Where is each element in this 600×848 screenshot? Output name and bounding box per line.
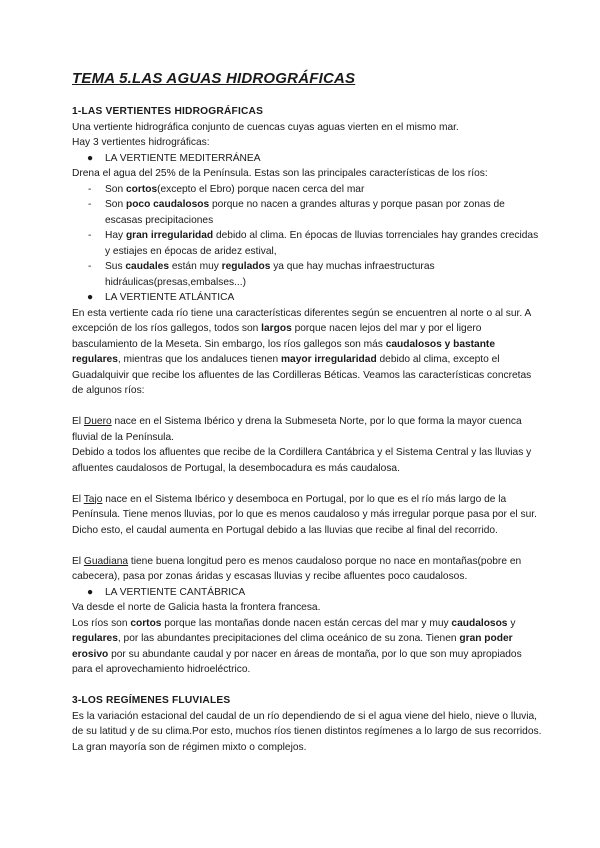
paragraph-cantabrica-1: Va desde el norte de Galicia hasta la frontera francesa. (72, 602, 321, 613)
paragraph-mediterranea-intro: Drena el agua del 25% de la Península. Estas son las principales características de los ríos: (72, 168, 488, 179)
paragraph-regimenes-1: Es la variación estacional del caudal de un río dependiendo de si el agua viene del hielo, nieve o lluvia, de su latitud y de su clima.Por esto, muchos ríos tienen distintos regímenes a lo largo de sus recorridos. (72, 710, 542, 737)
river-guadiana: Guadiana (83, 555, 129, 567)
page-title: TEMA 5.LAS AGUAS HIDROGRÁFICAS (72, 70, 356, 87)
section-heading-regimenes: 3-LOS REGÍMENES FLUVIALES (72, 695, 231, 706)
river-duero: Duero (83, 416, 112, 427)
paragraph-duero-2: Debido a todos los afluentes que recibe de la Cordillera Cantábrica y el Sistema Central y las lluvias y afluentes caudalosos de Portugal, la desembocadura es más caudalosa. (72, 447, 532, 474)
document-body (72, 104, 542, 755)
paragraph-duero: El Duero nace en el Sistema Ibérico y drena la Submeseta Norte, por lo que forma la mayor cuenca fluvial de la Península. (72, 416, 522, 443)
paragraph-tajo: El Tajo nace en el Sistema Ibérico y desemboca en Portugal, por lo que es el río más largo de la Península. Tiene menos lluvias, por lo que es menos caudaloso y más irregular porque pasa por el sur. Dicho esto, el caudal aumenta en Portugal debido a las lluvias que recibe al final del recorrido. (72, 493, 537, 536)
dash-icon: - (88, 230, 92, 241)
list-item: - Son poco caudalosos porque no nacen a grandes alturas y porque pasan por zonas de escasas precipitaciones (88, 199, 505, 226)
bullet-dot-icon: ● (87, 292, 94, 303)
paragraph-atlantica: En esta vertiente cada río tiene una características diferentes según se encuentren al norte o al sur. A excepción de los ríos gallegos, todos son largos porque nacen lejos del mar y por el ligero basculamiento de la Meseta. Sin embargo, los ríos gallegos son más caudalosos y bastante regulares, mientras que los andaluces tienen mayor irregularidad debido al clima, excepto el Guadalquivir que recibe los afluentes de las Cordilleras Béticas. Veamos las características concretas de algunos ríos: (72, 307, 532, 396)
bullet-atlantica: ● LA VERTIENTE ATLÁNTICA (72, 290, 542, 306)
list-item: - Hay gran irregularidad debido al clima. En épocas de lluvias torrenciales hay grandes crecidas y estiajes en épocas de aridez estival, (88, 230, 539, 257)
river-tajo: Tajo (83, 493, 103, 505)
paragraph-count: Hay 3 vertientes hidrográficas: (72, 137, 210, 148)
bullet-dot-icon: ● (87, 586, 94, 598)
bullet-dot-icon: ● (87, 152, 94, 164)
section-heading-vertientes: 1-LAS VERTIENTES HIDROGRÁFICAS (72, 106, 264, 117)
dash-icon: - (88, 261, 92, 272)
paragraph-guadiana: El Guadiana tiene buena longitud pero es menos caudaloso porque no nace en montañas(pobre en cabecera), pasa por zonas áridas y escasas lluvias y recibe afluentes poco caudalosos. (72, 555, 522, 582)
dash-icon: - (88, 199, 92, 210)
paragraph-regimenes-2: La gran mayoría son de régimen mixto o complejos. (72, 741, 307, 753)
bullet-cantabrica: ● LA VERTIENTE CANTÁBRICA (72, 585, 542, 601)
list-item: - Sus caudales están muy regulados ya que hay muchas infraestructuras hidráulicas(presas,embalses...) (88, 261, 435, 288)
bullet-mediterranea: ● LA VERTIENTE MEDITERRÁNEA (72, 151, 542, 167)
list-item: - Son cortos(excepto el Ebro) porque nacen cerca del mar (72, 182, 542, 198)
dash-icon: - (88, 183, 92, 195)
paragraph-intro: Una vertiente hidrográfica conjunto de cuencas cuyas aguas vierten en el mismo mar. (72, 121, 459, 133)
paragraph-cantabrica-2: Los ríos son cortos porque las montañas donde nacen están cercas del mar y muy caudalosos y regulares, por las abundantes precipitaciones del clima oceánico de su zona. Tienen gran poder erosivo por su abundante caudal y por nacer en áreas de montaña, por lo que son muy apropiados para el aprovechamiento hidroeléctrico. (72, 617, 522, 675)
